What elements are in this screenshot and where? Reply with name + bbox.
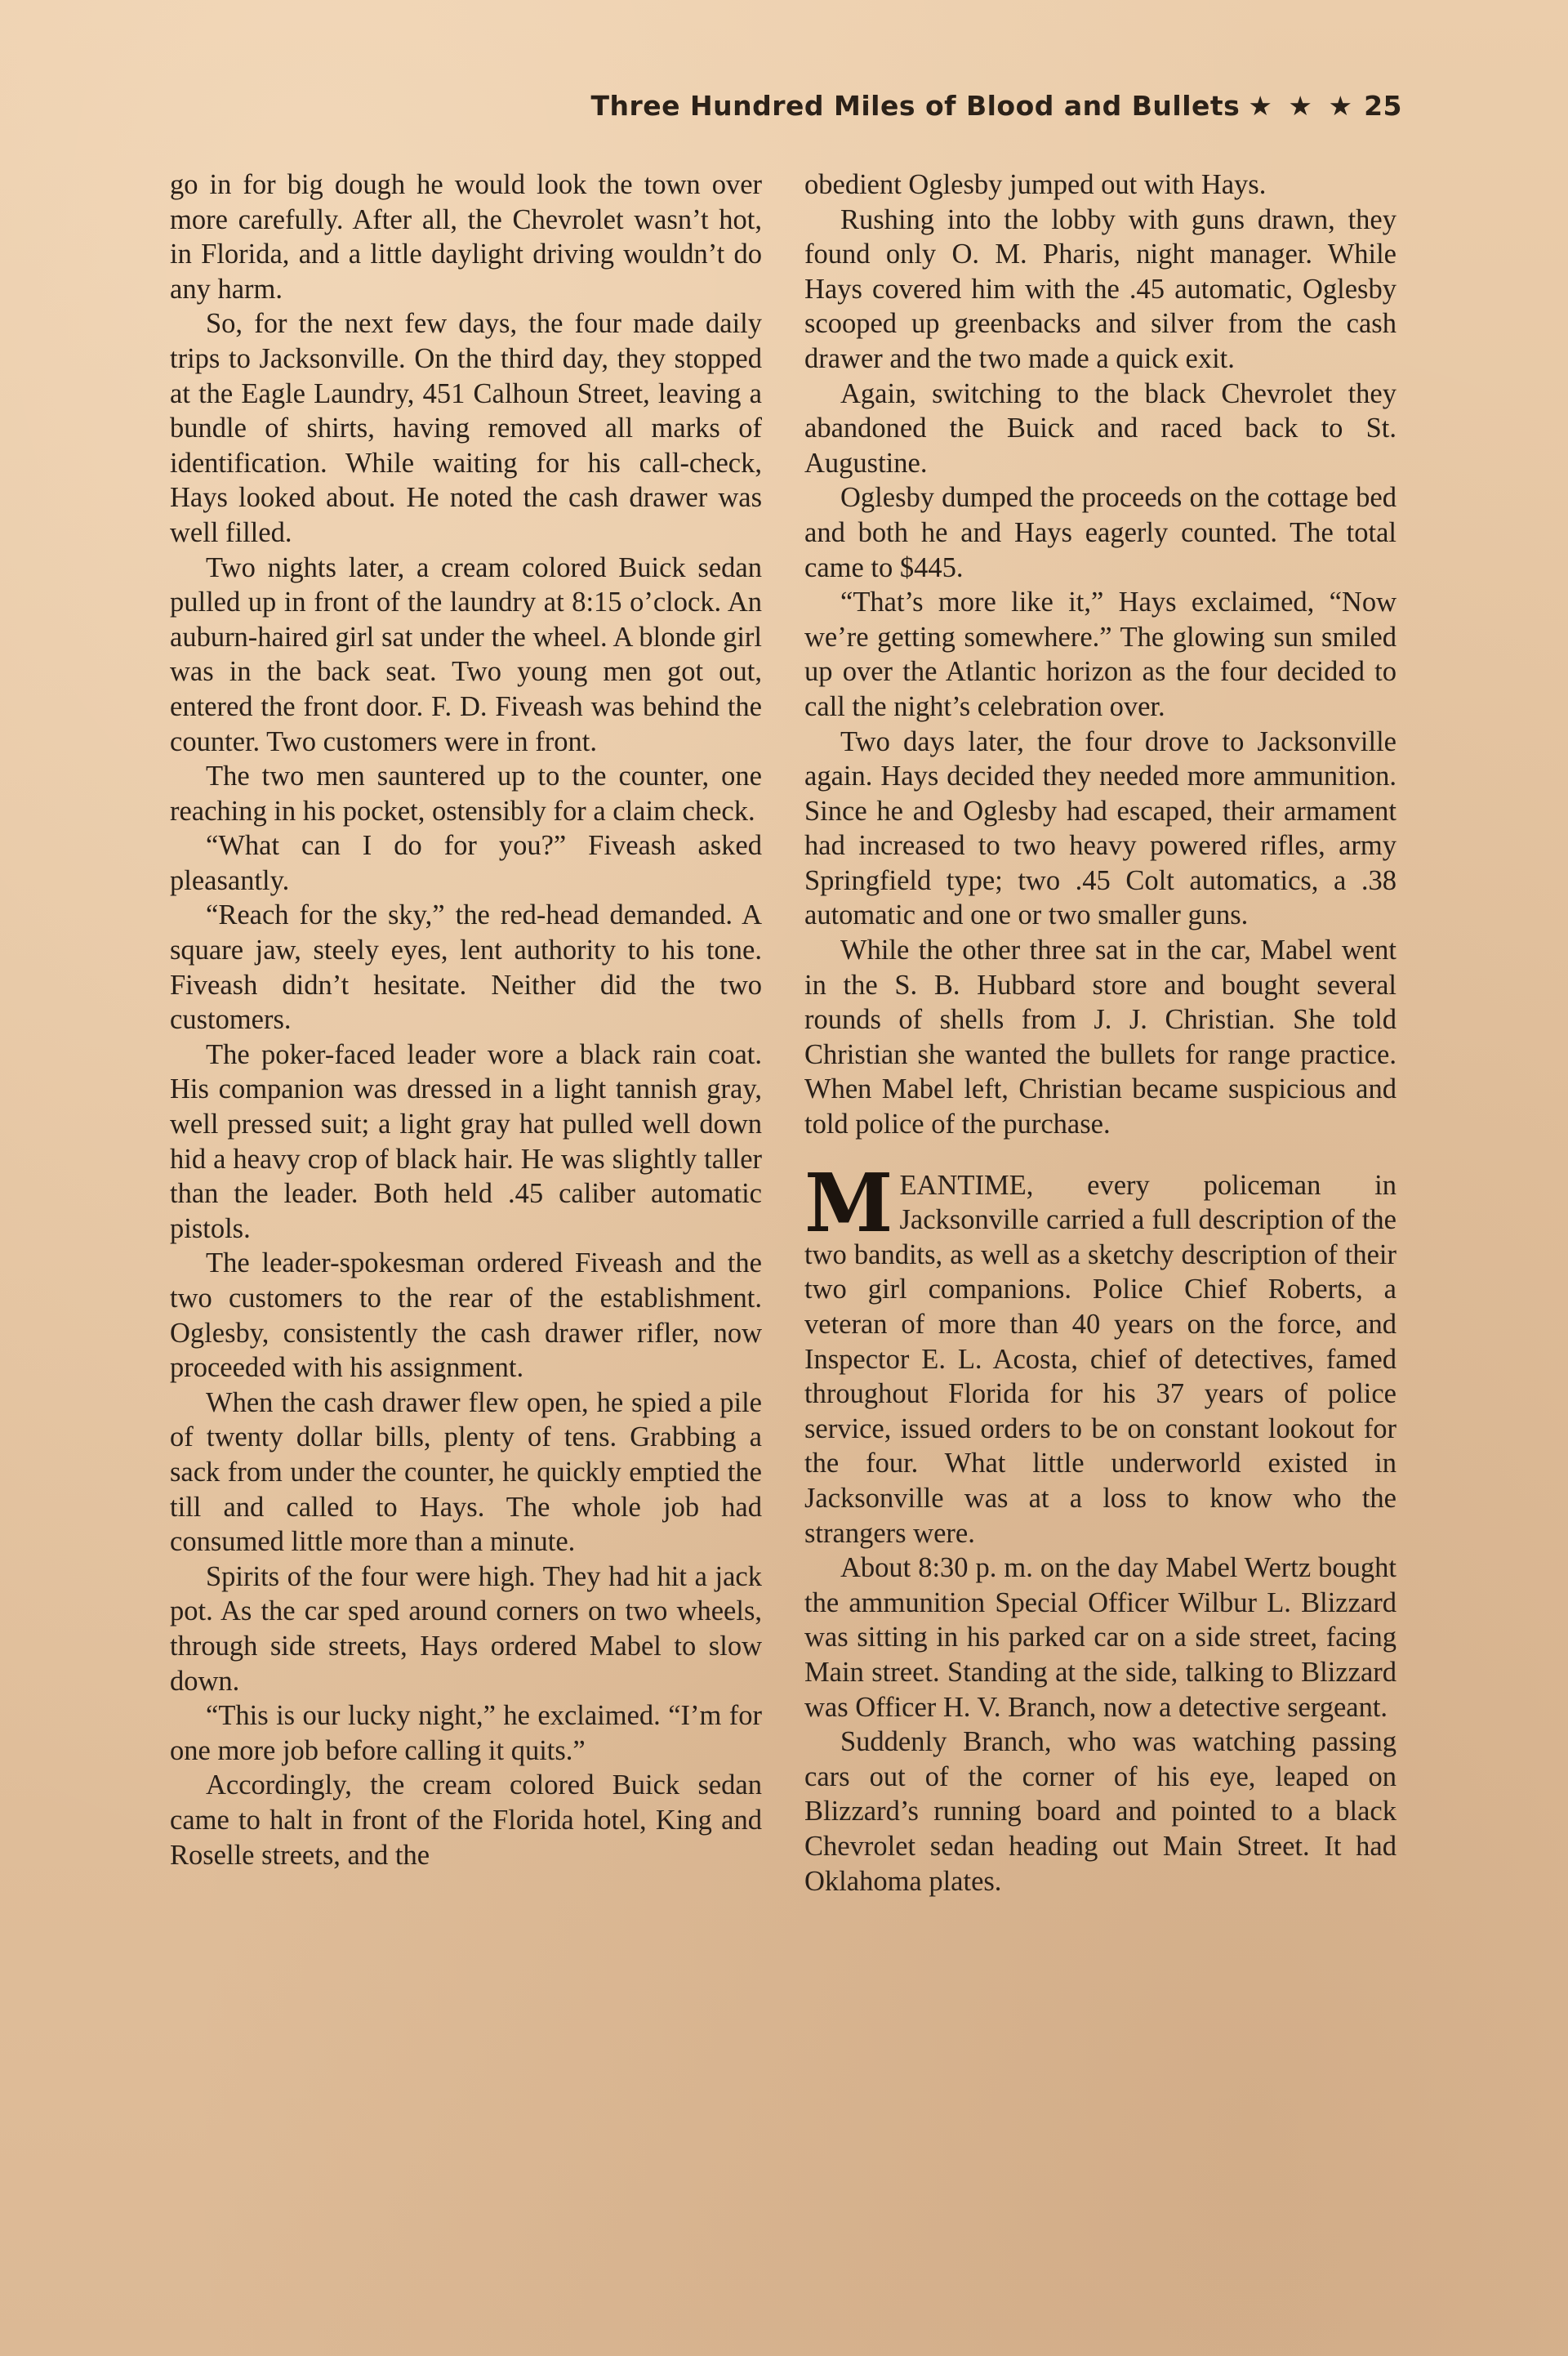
paragraph: Accordingly, the cream colored Buick sedan came to halt in front of the Florida hotel, King and Roselle streets, and the bbox=[170, 1769, 762, 1871]
section-break-paragraph bbox=[804, 1156, 1396, 1551]
paragraph: “This is our lucky night,” he exclaimed. “I’m for one more job before calling it quits.” bbox=[170, 1700, 762, 1766]
paragraph: While the other three sat in the car, Mabel went in the S. B. Hubbard store and bought several rounds of shells from J. J. Christian. She told Christian she wanted the bullets for range practice. When Mabel left, Christian became suspicious and told police of the purchase. bbox=[804, 935, 1396, 1140]
paragraph: When the cash drawer flew open, he spied a pile of twenty dollar bills, plenty of tens. Grabbing a sack from under the counter, he quickly emptied the till and called to Hays. The whole job had consumed little more than a minute. bbox=[170, 1386, 762, 1558]
paragraph: Suddenly Branch, who was watching passing cars out of the corner of his eye, leaped on Blizzard’s running board and pointed to a black Chevrolet sedan heading out Main Street. It had Oklahoma plates. bbox=[804, 1726, 1396, 1897]
paragraph: obedient Oglesby jumped out with Hays. bbox=[804, 169, 1267, 200]
paragraph: The poker-faced leader wore a black rain coat. His companion was dressed in a light tannish gray, well pressed suit; a light gray hat pulled well down hid a heavy crop of black hair. He was slightly taller than the leader. Both held .45 caliber automatic pistols. bbox=[170, 1038, 762, 1244]
paragraph: The leader-spokesman ordered Fiveash and the two customers to the rear of the establishment. Oglesby, consistently the cash drawer rifler, now proceeded with his assignment. bbox=[170, 1247, 762, 1384]
running-header bbox=[166, 90, 1402, 122]
paragraph: About 8:30 p. m. on the day Mabel Wertz bought the ammunition Special Officer Wilbur L. Blizzard was sitting in his parked car on a side street, facing Main street. Standing at the side, talking to Blizzard was Officer H. V. Branch, now a detective sergeant. bbox=[804, 1552, 1396, 1723]
drop-cap: M bbox=[804, 1156, 893, 1251]
paragraph: Spirits of the four were high. They had hit a jack pot. As the car sped around corners on two wheels, through side streets, Hays ordered Mabel to slow down. bbox=[170, 1560, 762, 1697]
right-column bbox=[804, 167, 1396, 1899]
lead-in-caps: EANTIME, bbox=[899, 1169, 1034, 1201]
paragraph: Two days later, the four drove to Jacksonville again. Hays decided they needed more ammunition. Since he and Oglesby had escaped, their armament had increased to two heavy powered rifles, army Springfield type; two .45 Colt automatics, a .38 automatic and one or two smaller guns. bbox=[804, 725, 1396, 931]
paragraph: go in for big dough he would look the town over more carefully. After all, the Chevrolet wasn’t hot, in Florida, and a little daylight driving wouldn’t do any harm. bbox=[170, 169, 762, 305]
paragraph: Rushing into the lobby with guns drawn, they found only O. M. Pharis, night manager. While Hays covered him with the .45 automatic, Oglesby scooped up greenbacks and silver from the cash drawer and the two made a quick exit. bbox=[804, 203, 1396, 374]
paragraph: “What can I do for you?” Fiveash asked pleasantly. bbox=[170, 830, 762, 896]
paragraph: “Reach for the sky,” the red-head demanded. A square jaw, steely eyes, lent authority to his tone. Fiveash didn’t hesitate. Neither did the two customers. bbox=[170, 899, 762, 1036]
paragraph: So, for the next few days, the four made daily trips to Jacksonville. On the third day, they stopped at the Eagle Laundry, 451 Calhoun Street, leaving a bundle of shirts, having removed all marks of identification. While waiting for his call-check, Hays looked about. He noted the cash drawer was well filled. bbox=[170, 308, 762, 548]
section-break-text: every policeman in Jacksonville carried a full description of the two bandits, as well as a sketchy description of their two girl companions. Police Chief Roberts, a veteran of more than 40 years on the force, and Inspector E. L. Acosta, chief of detectives, famed throughout Florida for his 37 years of police service, issued orders to be on constant lookout for the four. What little underworld existed in Jacksonville was at a loss to know who the strangers were. bbox=[804, 1169, 1396, 1549]
left-column bbox=[170, 167, 762, 1872]
page-number: 25 bbox=[1364, 90, 1402, 122]
paragraph: Two nights later, a cream colored Buick sedan pulled up in front of the laundry at 8:15 o’clock. An auburn-haired girl sat under the wheel. A blonde girl was in the back seat. Two young men got out, entered the front door. F. D. Fiveash was behind the counter. Two customers were in front. bbox=[170, 551, 762, 757]
paragraph: Again, switching to the black Chevrolet they abandoned the Buick and raced back to St. Augustine. bbox=[804, 377, 1396, 479]
star-ornaments: ★ ★ ★ bbox=[1248, 90, 1356, 122]
paragraph: Oglesby dumped the proceeds on the cottage bed and both he and Hays eagerly counted. The total came to $445. bbox=[804, 482, 1396, 583]
story-title: Three Hundred Miles of Blood and Bullets bbox=[590, 90, 1241, 122]
paragraph: “That’s more like it,” Hays exclaimed, “Now we’re getting somewhere.” The glowing sun smiled up over the Atlantic horizon as the four decided to call the night’s celebration over. bbox=[804, 587, 1396, 722]
paragraph: The two men sauntered up to the counter, one reaching in his pocket, ostensibly for a claim check. bbox=[170, 761, 762, 827]
